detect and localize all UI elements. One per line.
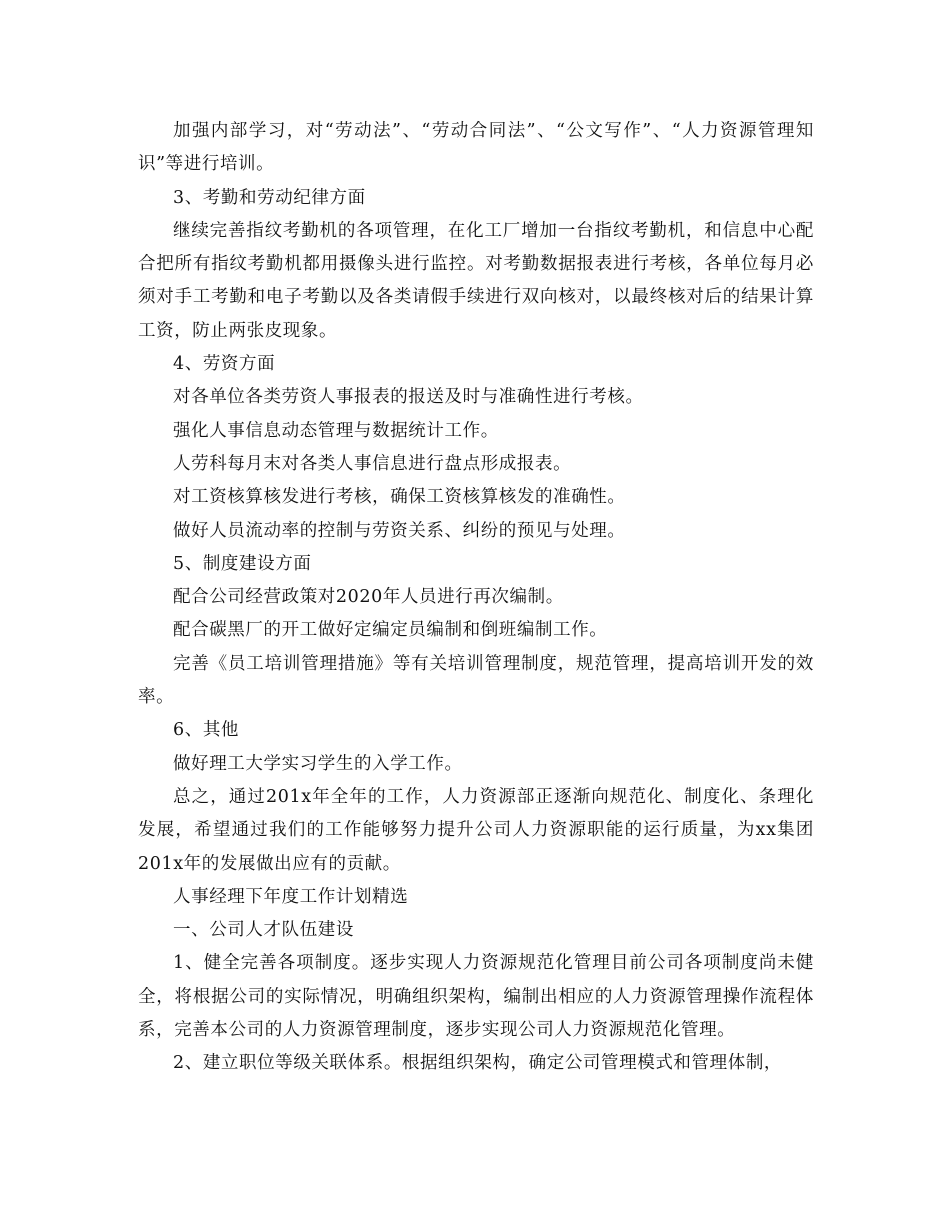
section-heading: 4、劳资方面 <box>173 354 276 375</box>
paragraph: 对工资核算核发进行考核，确保工资核算核发的准确性。 <box>173 487 626 508</box>
paragraph: 继续完善指纹考勤机的各项管理，在化工厂增加一台指纹考勤机，和信息中心配合把所有指纹考勤机都用摄像头进行监控。对考勤数据报表进行考核，各单位每月必须对手工考勤和电子考勤以及各类请假手续进行双向核对，以最终核对后的结果计算工资，防止两张皮现象。 <box>138 220 814 341</box>
paragraph: 强化人事信息动态管理与数据统计工作。 <box>173 420 499 441</box>
document-body <box>138 115 814 1081</box>
paragraph: 2、建立职位等级关联体系。根据组织架构，确定公司管理模式和管理体制， <box>173 1053 783 1074</box>
paragraph: 做好人员流动率的控制与劳资关系、纠纷的预见与处理。 <box>173 520 626 541</box>
section-heading: 一、公司人才队伍建设 <box>173 920 354 941</box>
paragraph: 配合碳黑厂的开工做好定编定员编制和倒班编制工作。 <box>173 620 608 641</box>
section-heading: 5、制度建设方面 <box>173 553 312 574</box>
paragraph: 加强内部学习，对“劳动法”、“劳动合同法”、“公文写作”、“人力资源管理知识”等进行培训。 <box>138 121 814 175</box>
paragraph: 配合公司经营政策对2020年人员进行再次编制。 <box>173 587 564 608</box>
paragraph: 人劳科每月末对各类人事信息进行盘点形成报表。 <box>173 453 572 474</box>
paragraph: 1、健全完善各项制度。逐步实现人力资源规范化管理目前公司各项制度尚未健全，将根据公司的实际情况，明确组织架构，编制出相应的人力资源管理操作流程体系，完善本公司的人力资源管理制度，逐步实现公司人力资源规范化管理。 <box>138 953 814 1041</box>
paragraph: 完善《员工培训管理措施》等有关培训管理制度，规范管理，提高培训开发的效率。 <box>138 653 814 708</box>
paragraph: 对各单位各类劳资人事报表的报送及时与准确性进行考核。 <box>173 387 644 408</box>
document-subtitle: 人事经理下年度工作计划精选 <box>173 886 409 907</box>
section-heading: 6、其他 <box>173 720 240 741</box>
section-heading: 3、考勤和劳动纪律方面 <box>173 187 366 208</box>
paragraph: 总之，通过201x年全年的工作，人力资源部正逐渐向规范化、制度化、条理化发展，希望通过我们的工作能够努力提升公司人力资源职能的运行质量，为xx集团201x年的发展做出应有的贡献。 <box>138 786 814 874</box>
paragraph: 做好理工大学实习学生的入学工作。 <box>173 753 463 774</box>
